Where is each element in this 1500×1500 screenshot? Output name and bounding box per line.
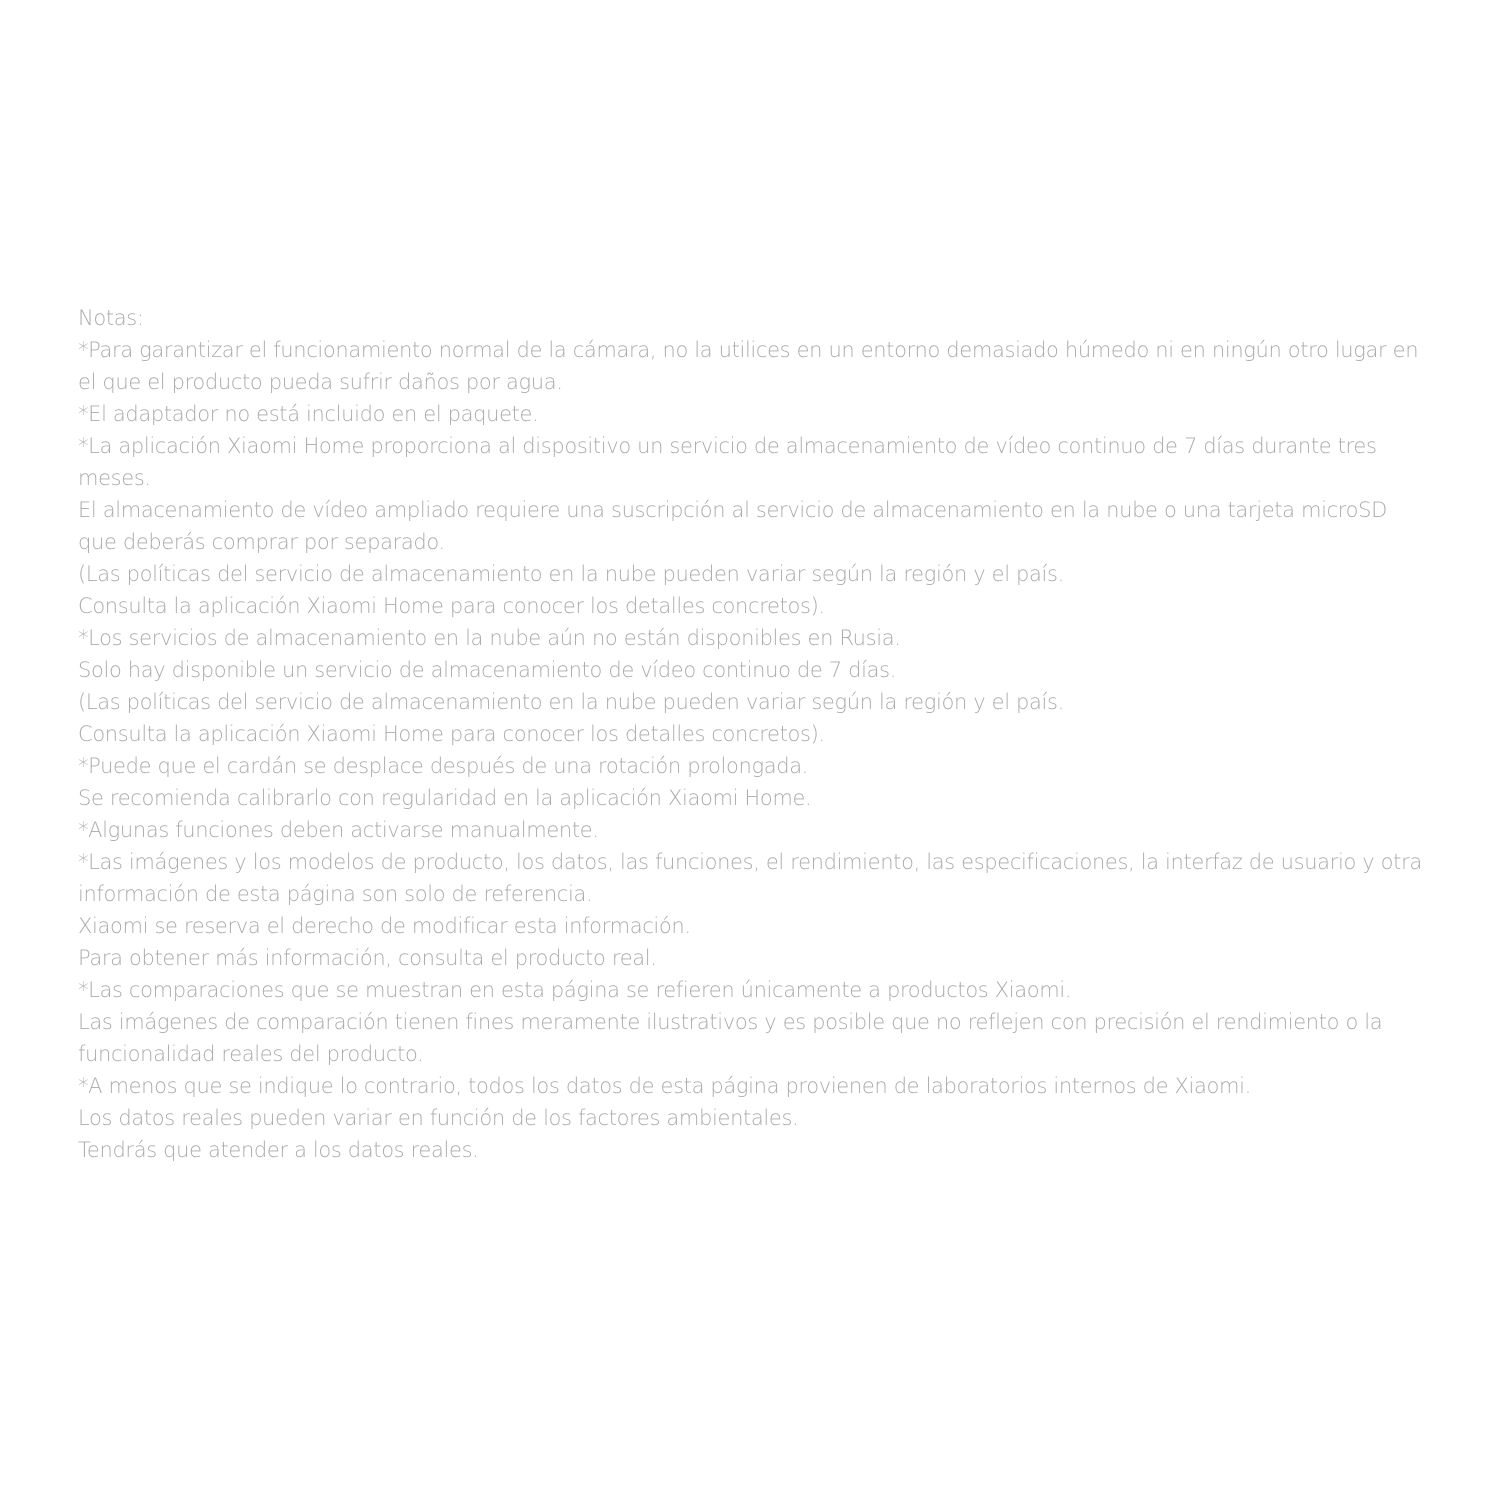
- note-line: *Las comparaciones que se muestran en esta página se refieren únicamente a productos Xiaomi.: [78, 978, 1072, 1002]
- notes-block: [78, 302, 1428, 1166]
- note-line: *La aplicación Xiaomi Home proporciona al dispositivo un servicio de almacenamiento de vídeo continuo de 7 días durante tres meses.: [78, 434, 1377, 490]
- note-line: Xiaomi se reserva el derecho de modificar esta información.: [78, 914, 691, 938]
- note-line: Tendrás que atender a los datos reales.: [78, 1138, 479, 1162]
- note-line: *Algunas funciones deben activarse manualmente.: [78, 818, 599, 842]
- note-line: Las imágenes de comparación tienen fines meramente ilustrativos y es posible que no reflejen con precisión el rendimiento o la funcionalidad reales del producto.: [78, 1010, 1383, 1066]
- note-line: El almacenamiento de vídeo ampliado requiere una suscripción al servicio de almacenamiento en la nube o una tarjeta microSD que deberás comprar por separado.: [78, 498, 1387, 554]
- note-line: (Las políticas del servicio de almacenamiento en la nube pueden variar según la región y el país.: [78, 690, 1064, 714]
- note-line: Solo hay disponible un servicio de almacenamiento de vídeo continuo de 7 días.: [78, 658, 897, 682]
- note-line: *Las imágenes y los modelos de producto, los datos, las funciones, el rendimiento, las especificaciones, la interfaz de usuario y otra información de esta página son solo de referencia.: [78, 850, 1422, 906]
- note-line: *Para garantizar el funcionamiento normal de la cámara, no la utilices en un entorno demasiado húmedo ni en ningún otro lugar en el que el producto pueda sufrir daños por agua.: [78, 338, 1419, 394]
- note-line: *Los servicios de almacenamiento en la nube aún no están disponibles en Rusia.: [78, 626, 901, 650]
- note-line: Consulta la aplicación Xiaomi Home para conocer los detalles concretos).: [78, 594, 825, 618]
- note-line: Los datos reales pueden variar en función de los factores ambientales.: [78, 1106, 799, 1130]
- note-line: Consulta la aplicación Xiaomi Home para conocer los detalles concretos).: [78, 722, 825, 746]
- note-line: Para obtener más información, consulta el producto real.: [78, 946, 657, 970]
- note-line: *A menos que se indique lo contrario, todos los datos de esta página provienen de laboratorios internos de Xiaomi.: [78, 1074, 1251, 1098]
- note-line: (Las políticas del servicio de almacenamiento en la nube pueden variar según la región y el país.: [78, 562, 1064, 586]
- note-line: Se recomienda calibrarlo con regularidad en la aplicación Xiaomi Home.: [78, 786, 812, 810]
- note-line: *El adaptador no está incluido en el paquete.: [78, 402, 539, 426]
- notes-heading: Notas:: [78, 306, 144, 330]
- note-line: *Puede que el cardán se desplace después de una rotación prolongada.: [78, 754, 809, 778]
